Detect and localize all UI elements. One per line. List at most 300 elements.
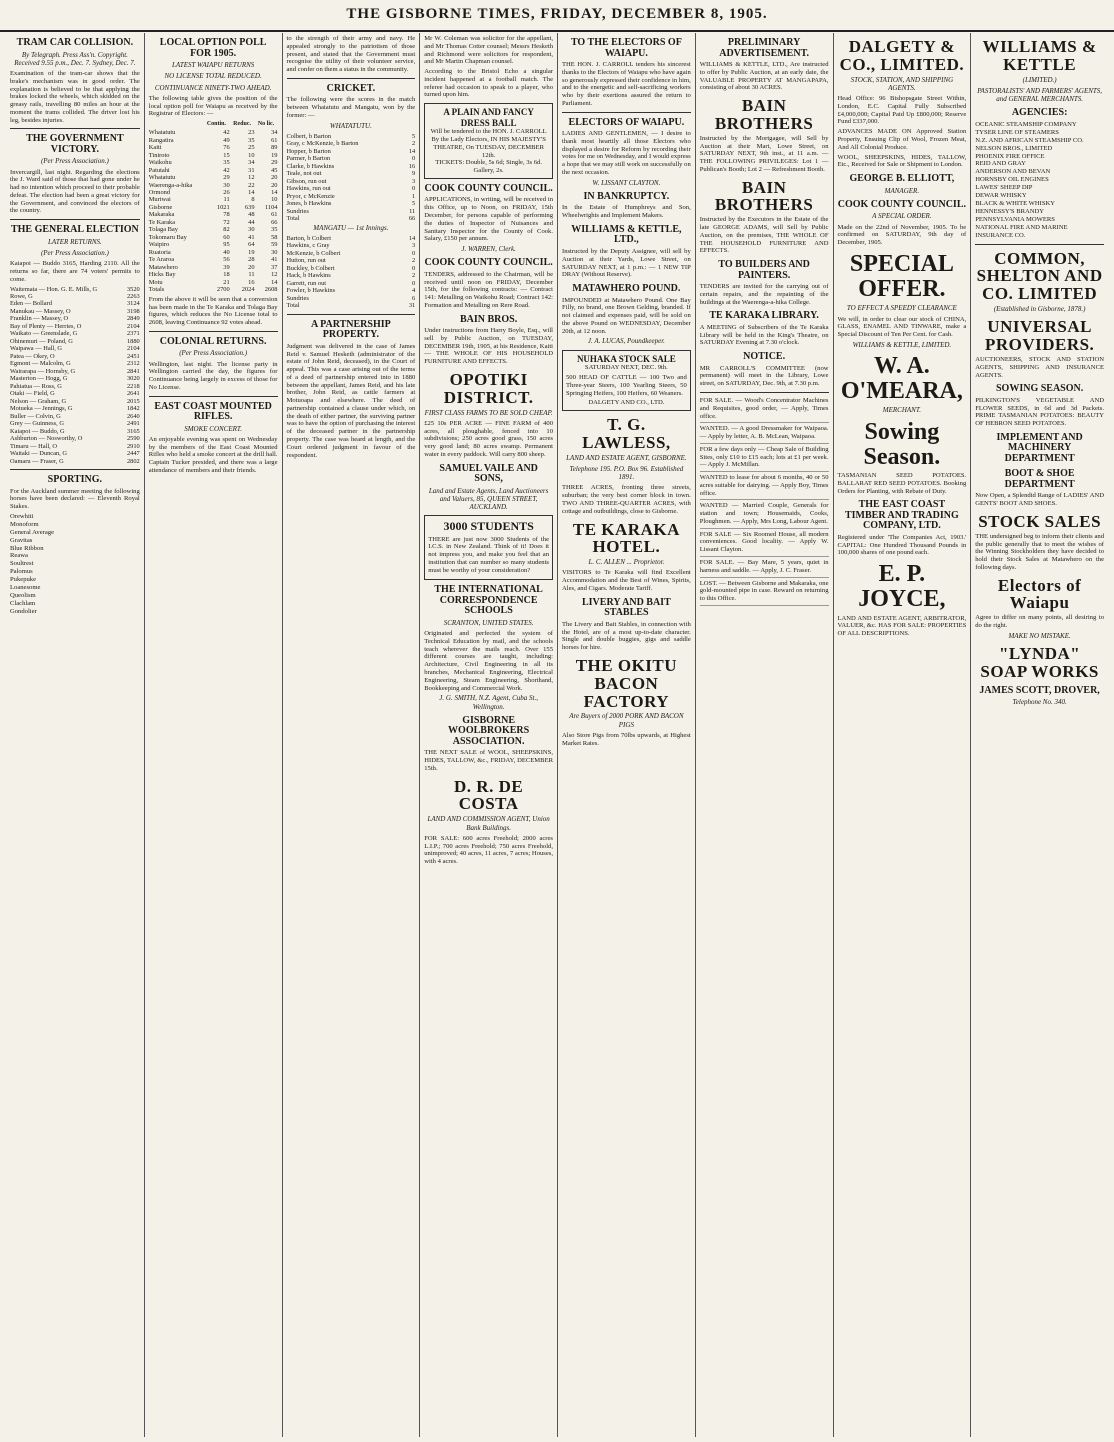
table-row	[149, 144, 278, 151]
table-header-cell: Contin.	[206, 121, 227, 128]
article-continued: to the strength of their army and navy. He appealed strongly to the patriotism of those present, and stated that the Government must recognise the utility of their volunteer service, and confer on them a status in the community.	[286, 35, 416, 74]
table-cell: Pryor, c McKenzie	[286, 192, 335, 200]
table-cell: Whatatutu	[148, 174, 176, 182]
ad-bankruptcy: In the Estate of Humphreys and Son, Wheelwrights and Implement Makers.	[562, 204, 691, 220]
headline-mounted-rifles: EAST COAST MOUNTED RIFLES.	[154, 400, 272, 423]
list-item: BLACK & WHITE WHISKY	[975, 200, 1056, 207]
headline-dalgety: DALGETY & CO., LIMITED.	[839, 37, 965, 74]
table-cell: 0	[412, 279, 416, 287]
subhead: SMOKE CONCERT.	[184, 424, 243, 433]
signature: J. WARREN, Clerk.	[461, 245, 516, 254]
table-cell: 2312	[126, 360, 140, 368]
table-cell: Waikohu	[148, 159, 172, 167]
headline-stock-sales: STOCK SALES	[978, 511, 1102, 531]
table-cell: 3520	[126, 285, 140, 293]
table-cell: Rangatira	[148, 136, 174, 144]
subhead: MANAGER.	[884, 186, 920, 195]
list-item: Loanesome	[10, 584, 41, 592]
table-cell: 18	[223, 271, 230, 279]
table-cell: 58	[271, 233, 278, 241]
headline-omeara: W. A. O'MEARA,	[840, 353, 963, 405]
table-cell: 2104	[126, 345, 140, 353]
classified-ad: FOR a few days only — Cheap Sale of Building Sites, only £10 to £15 each; lots at £1 per week. — Apply J. McMillan.	[700, 446, 829, 472]
table-cell: 2841	[126, 367, 140, 375]
table-cell: 19	[271, 151, 278, 159]
headline-preliminary: PRELIMINARY ADVERTISEMENT.	[719, 37, 809, 59]
table-cell: 25	[248, 144, 255, 152]
ad-special-offer: We will, in order to clear our stock of CHINA, GLASS, ENAMEL AND TINWARE, make a Special Discount of Ten Per Cent. for Cash.	[837, 315, 967, 339]
table-cell: Hopper, b Barton	[286, 147, 331, 155]
table-cell: Parmer, b Barton	[286, 155, 331, 163]
table-cell: 89	[271, 144, 278, 152]
list-item: REID AND GRAY	[975, 160, 1026, 168]
table-row	[149, 279, 278, 286]
headline-bankruptcy: IN BANKRUPTCY.	[583, 190, 670, 202]
table-cell: 2640	[126, 412, 140, 420]
table-row	[10, 450, 140, 457]
table-row	[149, 249, 278, 256]
table-cell: Timaru — Hall, O	[10, 442, 57, 450]
list-item: Pukepuke	[10, 576, 37, 584]
table-cell: 2608	[264, 286, 278, 294]
table-cell: 28	[248, 256, 255, 264]
table-cell: McKenzie, b Colbert	[286, 249, 341, 257]
headline-electors-waiapu: Electors of Waiapu	[997, 575, 1082, 613]
table-cell: 10	[248, 151, 255, 159]
table-row	[149, 196, 278, 203]
table-cell: 49	[223, 136, 230, 144]
headline-cook-county: COOK COUNTY COUNCIL.	[424, 182, 553, 194]
headline-partnership: A PARTNERSHIP PROPERTY.	[310, 318, 391, 341]
headline-special-offer: SPECIAL OFFER.	[849, 250, 954, 303]
table-row	[287, 163, 416, 170]
table-row	[10, 383, 140, 390]
ad-signature: DALGETY AND CO., LTD.	[588, 399, 665, 407]
table-row	[10, 458, 140, 465]
table-cell: 0	[412, 264, 416, 272]
table-row	[287, 133, 416, 140]
headline-local-option: LOCAL OPTION POLL FOR 1905.	[159, 37, 267, 59]
table-row	[287, 185, 416, 192]
table-row	[10, 345, 140, 352]
table-cell: 14	[271, 189, 278, 196]
ad-library: A MEETING of Subscribers of the Te Karaka Library will be held in the King's Theatre, on SATURDAY Evening at 7.30 o'clock.	[699, 323, 829, 347]
table-row	[10, 405, 140, 412]
table-cell: 8	[251, 196, 255, 204]
table-header-cell: Reduc.	[233, 121, 252, 128]
table-cell: 41	[248, 233, 255, 241]
table-cell: Tokomaru Bay	[148, 233, 187, 241]
headline-colonial: COLONIAL RETURNS.	[159, 335, 267, 347]
list-item: Gravitas	[10, 536, 33, 544]
article-local-option: The following table gives the position of the local option poll for Waiapu as received by the Registrar of Electors: —	[148, 94, 278, 118]
list-item: NATIONAL FIRE AND MARINE INSURANCE CO.	[975, 223, 1068, 239]
list-item: Soultrest	[10, 560, 34, 568]
table-row	[10, 300, 140, 307]
table-row	[149, 189, 278, 196]
table-row	[287, 208, 416, 215]
subhead: SCRANTON, UNITED STATES.	[443, 618, 534, 627]
headline-library: TE KARAKA LIBRARY.	[709, 310, 819, 322]
subhead: LAND AND COMMISSION AGENT, Union Bank Buildings.	[427, 815, 550, 832]
subhead: CONTINUANCE NINETY-TWO AHEAD.	[154, 83, 272, 92]
table-cell: Te Karaka	[148, 218, 176, 226]
ad-body: THERE are just now 3000 Students of the I.C.S. in New Zealand. Think of it! Does it not impress you, and make you feel that an institution that can number so many students must be worthy of your consideration?	[428, 535, 549, 574]
table-row	[10, 435, 140, 442]
table-cell: 0	[412, 249, 416, 257]
divider	[562, 112, 691, 113]
ad-body: Will be tendered to the HON. J. CARROLL By the Lady Electors, IN HIS MAJESTY'S THEATRE, On TUESDAY, DECEMBER 12th.	[430, 128, 547, 159]
classified-ad: FOR SALE — Six Roomed House, all modern conveniences. Good locality. — Apply W. Lissant Clayton.	[700, 531, 829, 557]
table-cell: 3198	[126, 307, 140, 315]
headline-sowing: Sowing Season.	[863, 418, 941, 470]
article-sporting: For the Auckland summer meeting the following horses have been declared: — Eleventh Royal Stakes.	[10, 487, 140, 511]
ad-stock-sales: THE undersigned beg to inform their clients and the public generally that to meet the wishes of the Winning Stockholders they have decided to hold their Stock Sales at Matawhero on the following days.	[975, 532, 1104, 571]
table-cell: 1104	[264, 203, 278, 211]
article-tram: Examination of the tram-car shows that the brake's mechanism was in good order. The explanation is believed to be that applying the brakes locked the wheels, which skidded on the greasy rails, travelling 80 miles an hour at the moment the trams collided. The driver lost his leg, besides injuries.	[10, 70, 140, 124]
list-item: ANDERSON AND BEVAN	[975, 168, 1051, 176]
table-row	[149, 226, 278, 233]
table-cell: Nelson — Graham, G	[10, 397, 67, 405]
subhead: (Established in Gisborne, 1878.)	[993, 305, 1086, 314]
table-cell: Teale, not out	[286, 170, 322, 178]
table-row	[149, 271, 278, 278]
table-row	[149, 286, 278, 293]
ad-pound: IMPOUNDED at Matawhero Pound. One Bay Filly, no brand, one Brown Gelding, branded. If not claimed and expenses paid, will be sold on the above Pound on WEDNESDAY, December 20th, at 12 noon.	[562, 296, 691, 335]
table-row	[149, 159, 278, 166]
table-cell: 30	[248, 226, 255, 234]
list-item: LAWES' SHEEP DIP	[975, 184, 1033, 192]
table-cell: 2491	[126, 420, 140, 428]
headline-notice: NOTICE.	[743, 351, 786, 363]
table-cell: 2	[412, 257, 416, 265]
table-cell: 2910	[126, 442, 140, 450]
table-cell: 14	[248, 189, 255, 196]
table-cell: 66	[271, 218, 278, 226]
table-cell: 35	[271, 226, 278, 234]
table-cell: Te Araroa	[148, 256, 175, 264]
list-item: PENNSYLVANIA MOWERS	[975, 215, 1055, 223]
ad-universal: AUCTIONEERS, STOCK AND STATION AGENTS, SHIPPING AND INSURANCE AGENTS.	[975, 356, 1104, 379]
table-cell: 60	[223, 233, 230, 241]
table-row	[287, 170, 416, 177]
headline-williams-kettle-2: WILLIAMS & KETTLE	[982, 37, 1097, 74]
subhead: STOCK, STATION, AND SHIPPING AGENTS.	[850, 75, 954, 92]
ad-students	[424, 515, 553, 580]
table-cell: Whatatutu	[148, 129, 176, 137]
ad-livery: The Livery and Bait Stables, in connection with the Hotel, are of a most up-to-date character. Single and double buggies, gigs and saddle horses for hire.	[562, 620, 691, 652]
table-cell: 2451	[126, 352, 140, 360]
table-cell: 59	[271, 241, 278, 249]
table-cell: Kaiti	[148, 144, 162, 152]
table-cell: 40	[223, 248, 230, 256]
table-cell: Motueka — Jennings, G	[10, 405, 73, 413]
table-cell: Barton, b Colbert	[286, 234, 332, 242]
ad-lawless: THREE ACRES, fronting three streets, suburban; the very best corner block in town. TWO AND THREE-QUARTER ACRES, with cottage and outbuildings, close to Gisborne.	[562, 484, 691, 515]
table-cell: 29	[223, 174, 230, 182]
headline-pound: MATAWHERO POUND.	[572, 283, 681, 295]
table-cell: 2015	[126, 397, 140, 405]
table-cell: 1842	[126, 405, 140, 413]
classified-ad: LOST. — Between Gisborne and Makaraka, one gold-mounted pipe in case. Reward on returning to this Office.	[700, 580, 829, 606]
divider	[287, 78, 416, 79]
ad-privileges: Instructed by the Mortgagee, will Sell by Auction at their Mart, Lowe Street, on SATURDAY NEXT, 9th inst., at 11 a.m. — THE FOLLOWING PRIVILEGES: Lot 1 — Publican's Booth; Lot 2 — Refreshment Booth.	[699, 134, 829, 173]
table-row	[149, 167, 278, 174]
signature: J. G. SMITH, N.Z. Agent, Cuba St., Wellington.	[439, 694, 538, 711]
table-cell: Ohinemuri — Poland, G	[10, 337, 73, 345]
table-row	[149, 152, 278, 159]
table-cell: 2802	[126, 457, 140, 465]
ad-dalgety-advances: ADVANCES MADE ON Approved Station Property, Ensuing Clip of Wool, Frozen Meat, And All Colonial Produce.	[837, 128, 967, 151]
table-cell: 16	[408, 162, 416, 170]
table-cell: 5	[412, 132, 416, 140]
column-4	[419, 33, 557, 1437]
column-5	[557, 33, 695, 1437]
table-cell: Oamaru — Fraser, G	[10, 457, 64, 465]
subhead: MAKE NO MISTAKE.	[1008, 631, 1071, 640]
dateline: (Per Press Association.)	[40, 157, 109, 166]
table-cell: 12	[248, 174, 255, 182]
headline-williams-kettle: WILLIAMS & KETTLE, LTD.,	[571, 223, 682, 246]
table-cell: Waitaki — Duncan, G	[10, 450, 67, 458]
ad-tip-dray: Instructed by the Deputy Assignee, will sell by Auction at their Yards, Lowe Street, on SATURDAY NEXT, at 1 p.m.: — 1 NEW TIP DRAY (Without Reserve).	[562, 247, 691, 279]
table-cell: Masterton — Hogg, G	[10, 375, 68, 383]
headline-agencies: AGENCIES:	[1011, 107, 1068, 119]
headline-timber: THE EAST COAST TIMBER AND TRADING COMPANY, LTD.	[845, 499, 959, 532]
classified-ad: WANTED — Married Couple, Generals for station and town; Housemaids, Cooks, Ploughmen. — Apply, Mrs Long, Labour Agent.	[700, 502, 829, 528]
table-cell: 39	[223, 263, 230, 271]
subhead: MERCHANT.	[882, 406, 921, 415]
table-cell: 61	[271, 136, 278, 144]
subhead: NO LICENSE TOTAL REDUCED.	[164, 72, 262, 81]
table-cell: Gibson, run out	[286, 177, 327, 185]
masthead: THE GISBORNE TIMES, FRIDAY, DECEMBER 8, 1905.	[0, 0, 1114, 32]
table-cell: 2700	[216, 286, 230, 294]
headline-electors-2: ELECTORS OF WAIAPU.	[568, 116, 685, 128]
list-item: HENNESSY'S BRANDY	[975, 207, 1045, 215]
headline-livery: LIVERY AND BAIT STABLES	[582, 596, 671, 619]
list-item: Queolism	[10, 591, 36, 599]
table-cell: 95	[223, 241, 230, 249]
table-header-cell: No lic.	[257, 121, 275, 128]
table-cell: 76	[223, 144, 230, 152]
ad-body: 500 HEAD OF CATTLE — 100 Two and Three-year Steers, 100 Yearling Steers, 50 Springing Heifers, 100 Heifers, 60 Weaners.	[566, 373, 687, 397]
table-cell: 0	[412, 155, 416, 163]
headline-electors: TO THE ELECTORS OF WAIAPU.	[570, 37, 682, 59]
ad-okitu: Also Store Pigs from 70lbs upwards, at Highest Market Rates.	[562, 731, 691, 747]
headline-tram: TRAM CAR COLLISION.	[16, 37, 134, 48]
table-cell: 61	[271, 211, 278, 219]
table-cell: Gisborne	[148, 203, 173, 211]
table-cell: 4	[412, 287, 416, 295]
dateline: (Per Press Association.)	[179, 349, 248, 358]
table-cell: Sundries	[286, 207, 309, 215]
table-cell: 42	[223, 166, 230, 174]
table-cell: Buller — Colvin, G	[10, 412, 61, 420]
list-item: NELSON BROS., LIMITED	[975, 144, 1053, 152]
table-row	[149, 174, 278, 181]
table-cell: 21	[223, 278, 230, 286]
table-cell: 2	[412, 140, 416, 148]
table-cell: Garrett, run out	[286, 279, 327, 287]
table-cell: 34	[248, 159, 255, 167]
divider	[975, 244, 1104, 245]
dateline: By Telegraph. Press Ass'n. Copyright. Received 9.55 p.m., Dec. 7. Sydney, Dec. 7.	[14, 50, 136, 67]
table-cell: Manukau — Massey, O	[10, 307, 71, 315]
list-item: HORNSBY OIL ENGINES	[975, 176, 1049, 184]
article-cricket: The following were the scores in the match between Whatatutu and Mangatu, won by the former: —	[286, 96, 416, 119]
ad-dalgety-wool: WOOL, SHEEPSKINS, HIDES, TALLOW, Etc., Received for Sale or Shipment to London.	[837, 153, 967, 169]
table-row	[287, 235, 416, 242]
table-cell: 37	[271, 263, 278, 271]
table-row	[287, 250, 416, 257]
scorecard-whatatutu	[287, 133, 416, 223]
subhead: LATER RETURNS.	[47, 237, 102, 246]
table-row	[287, 215, 416, 222]
table-cell: Buckley, b Colbert	[286, 264, 335, 272]
table-cell: 0	[412, 185, 416, 193]
column-8	[970, 33, 1108, 1437]
headline-sowing-season: SOWING SEASON.	[996, 383, 1084, 395]
ad-de-costa: FOR SALE: 600 acres Freehold; 2000 acres L.I.P.; 700 acres Freehold; 750 acres Freehold, unimproved; 40 acres, 11 acres, 7 acres; Houses, with 4 acres.	[424, 834, 553, 866]
table-cell: 10	[271, 196, 278, 204]
headline-cricket: CRICKET.	[326, 82, 376, 94]
ad-special-order: Made on the 22nd of November, 1905. To be confirmed on SATURDAY, 9th day of December, 1905.	[837, 223, 967, 247]
table-row	[149, 256, 278, 263]
list-item: OCEANIC STEAMSHIP COMPANY	[975, 120, 1077, 128]
table-row	[149, 211, 278, 218]
table-row	[10, 330, 140, 337]
table-cell: 2024	[241, 286, 255, 294]
table-cell: Rowe, G	[10, 292, 33, 300]
subhead: Land and Estate Agents, Land Auctioneers and Valuers, 85, QUEEN STREET, AUCKLAND.	[428, 486, 549, 512]
table-row	[10, 428, 140, 435]
table-cell: Motu	[148, 278, 163, 286]
table-cell: 1880	[126, 337, 140, 345]
table-cell: Wairarapa — Hornsby, G	[10, 367, 76, 375]
ad-seeds: PILKINGTON'S VEGETABLE AND FLOWER SEEDS, in 6d and 3d Packets. PRIME TASMANIAN POTATOES: BEAUTY OF HEBRON SEED POTATOES.	[975, 396, 1104, 428]
table-row	[10, 368, 140, 375]
table-cell: 2447	[126, 450, 140, 458]
table-cell: 30	[271, 248, 278, 256]
ad-notice: MR CARROLL'S COMMITTEE (now permanent) will meet in the Library, Lowe street, on SATURDAY, Dec. 9th, at 7.30 p.m.	[699, 364, 829, 388]
table-cell: Clarke, b Hawkins	[286, 162, 335, 170]
table-cell: 14	[271, 278, 278, 286]
table-cell: 2218	[126, 382, 140, 390]
table-cell: 2371	[126, 330, 140, 338]
table-row	[287, 140, 416, 147]
table-row	[10, 443, 140, 450]
table-row	[287, 287, 416, 294]
agency-list	[975, 121, 1104, 240]
headline-elliott: GEORGE B. ELLIOTT,	[849, 173, 955, 185]
table-cell: 22	[248, 181, 255, 189]
table-cell: Total	[286, 215, 300, 223]
table-cell: 64	[248, 241, 255, 249]
classified-ad: WANTED. — A good Dressmaker for Waipaoa. — Apply by letter, A. B. McLean, Waipaoa.	[700, 425, 829, 444]
table-row	[149, 204, 278, 211]
table-cell: Hawkins, run out	[286, 185, 331, 193]
ad-furniture: Instructed by the Executors in the Estate of the late GEORGE ADAMS, will Sell by Public Auction, on the premises, THE WHOLE OF THE HOUSEHOLD FURNITURE AND EFFECTS.	[699, 216, 829, 255]
table-cell: Total	[286, 302, 300, 310]
table-cell: Bay of Plenty — Herries, O	[10, 322, 82, 330]
table-cell: 2263	[126, 292, 140, 300]
table-row	[10, 420, 140, 427]
column-3	[282, 33, 420, 1437]
headline-bain-bros: BAIN BROS.	[460, 313, 518, 325]
table-cell: 26	[223, 189, 230, 196]
ad-hotel: VISITORS to Te Karaka will find Excellent Accommodation and the Best of Wines, Spirits, Ales, and Cigars. Moderate Tariff.	[562, 569, 691, 593]
ad-date: SATURDAY NEXT, DEC. 9th.	[584, 364, 668, 372]
table-row	[287, 200, 416, 207]
article-election: Kaiapoi — Buddo 3165, Harding 2110. All the returns so far, there are 74 voters' permits to come.	[10, 260, 140, 283]
column-1	[6, 33, 144, 1437]
table-cell: Matawhero	[148, 263, 178, 271]
list-item: Monoform	[10, 520, 39, 528]
table-cell: 9	[412, 170, 416, 178]
classifieds	[700, 397, 829, 606]
headline-woolbrokers: GISBORNE WOOLBROKERS ASSOCIATION.	[448, 714, 530, 747]
table-cell: Patutahi	[148, 166, 170, 174]
table-cell: 2641	[126, 390, 140, 398]
ad-dalgety-capital: Head Office: 96 Bishopsgate Street Within, London, E.C. Capital Fully Subscribed £4,000,000; Capital Paid Up £800,000; Reserve Fund £337,000.	[837, 95, 967, 126]
table-cell: 35	[223, 159, 230, 167]
headline-cook-county-2: COOK COUNTY COUNCIL.	[837, 198, 966, 210]
table-cell: Eden — Bollard	[10, 300, 52, 308]
headline-implement: IMPLEMENT AND MACHINERY DEPARTMENT	[996, 431, 1083, 464]
table-row	[149, 234, 278, 241]
table-row	[287, 242, 416, 249]
table-cell: 31	[248, 166, 255, 174]
table-row	[10, 308, 140, 315]
article-mounted-rifles: An enjoyable evening was spent on Wednesday by the members of the East Coast Mounted Rifles who held a smoke concert at the drill hall. Captain Tucker presided, and there was a large attendance of members and their friends.	[148, 435, 278, 474]
table-header-cell	[149, 120, 203, 129]
headline-opotiki: OPOTIKI DISTRICT.	[443, 369, 534, 407]
subhead: Telephone No. 340.	[1012, 698, 1067, 707]
table-cell: 78	[223, 211, 230, 219]
table-cell: Colbert, b Barton	[286, 132, 332, 140]
divider	[149, 396, 278, 397]
table-row	[287, 272, 416, 279]
subhead: A SPECIAL ORDER.	[872, 212, 932, 221]
table-row	[10, 293, 140, 300]
table-cell: 11	[409, 207, 416, 215]
subhead: (LIMITED.)	[1022, 75, 1057, 84]
table-cell: 2849	[126, 315, 140, 323]
subhead: (Per Press Association.)	[40, 248, 109, 257]
headline-lynda: "LYNDA" SOAP WORKS	[980, 644, 1099, 681]
table-cell: Waitemata — Hon. G. E. Mills, G	[10, 285, 98, 293]
headline-sporting: SPORTING.	[47, 474, 103, 486]
ad-potatoes: TASMANIAN SEED POTATOES. BALLARAT RED SEED POTATOES. Booking Orders for Planting, with Rebate of Duty.	[837, 472, 967, 495]
headline-bain-brothers: BAIN BROTHERS	[714, 96, 814, 133]
table-row	[10, 353, 140, 360]
table-cell: 3124	[126, 300, 140, 308]
headline-universal: UNIVERSAL PROVIDERS.	[984, 317, 1095, 355]
table-cell: 42	[223, 129, 230, 137]
ad-woolbrokers: THE NEXT SALE of WOOL, SHEEPSKINS, HIDES, TALLOW, &c., FRIDAY, DECEMBER 15th.	[424, 749, 553, 772]
table-cell: Totals	[148, 286, 165, 294]
table-cell: 2590	[126, 435, 140, 443]
table-row	[10, 375, 140, 382]
table-cell: 3020	[126, 375, 140, 383]
headline-election: THE GENERAL ELECTION	[10, 224, 139, 236]
table-row	[10, 315, 140, 322]
table-cell: 639	[244, 203, 255, 211]
divider	[700, 392, 829, 393]
list-item: Reawa	[10, 552, 28, 560]
table-cell: Hicks Bay	[148, 271, 176, 279]
